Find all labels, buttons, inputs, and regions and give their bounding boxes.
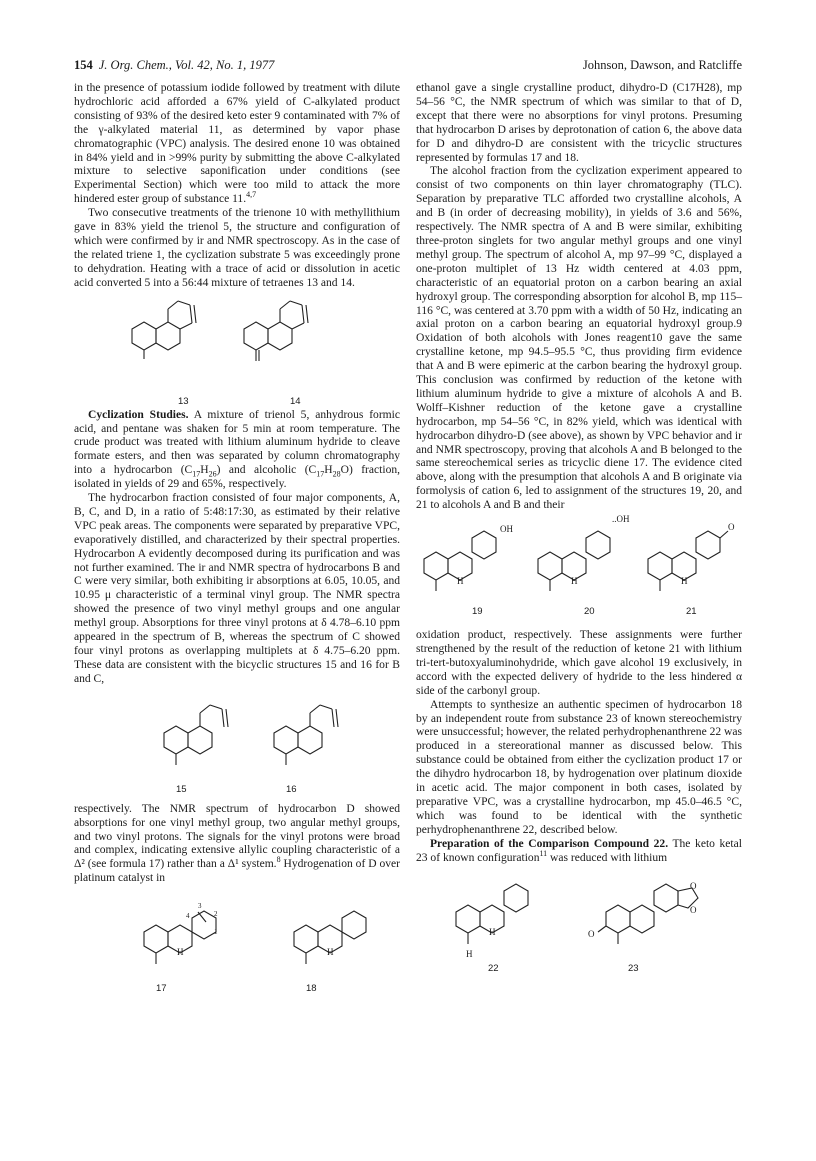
locant-label: 3 (198, 902, 202, 911)
structure-label: 21 (686, 606, 697, 618)
left-column (74, 82, 400, 998)
structure-label: 23 (628, 962, 639, 974)
hydroxyl-label: ..OH (612, 514, 630, 525)
structure-atom-label: H (327, 947, 334, 958)
carbonyl-label: O (728, 522, 735, 533)
locant-label: 1 (214, 928, 218, 937)
structure-label: 15 (176, 783, 187, 795)
paragraph: Preparation of the Comparison Compound 22. The keto ketal 23 of known configuration$^{11}$ was reduced with lithium (416, 837, 742, 864)
structure-label: 19 (472, 606, 483, 618)
journal-citation: J. Org. Chem., Vol. 42, No. 1, 1977 (98, 58, 275, 72)
structure-atom-label: H (177, 947, 184, 958)
structure-drawing (74, 687, 400, 799)
locant-label: 4 (186, 912, 190, 921)
figure-structures-19-20-21 (416, 513, 742, 621)
hydroxyl-label: OH (500, 524, 513, 535)
structure-label: 14 (290, 395, 301, 407)
ketal-oxygen-label: O (690, 880, 697, 891)
spacer (416, 621, 742, 629)
structure-atom-label: H (571, 576, 578, 587)
paragraph: Attempts to synthesize an authentic specimen of hydrocarbon 18 by an independent route from substance 23 of known stereochemistry were unsuccessful; however, the related perhydrophenanthrene 22 was produced in a stereorational manner as discussed below. This substance could be obtained from either the cyclization product 17 or the dihydro hydrocarbon 18, by hydrogenation over platinum dioxide in acetic acid. The major component in both cases, isolated by preparative VPC, was a crystalline hydrocarbon, mp 45.0–46.5 °C, which was found to be identical with the synthetic perhydrophenanthrene 22, described below. (416, 698, 742, 836)
structure-label: 17 (156, 983, 167, 995)
structure-atom-label: H (681, 576, 688, 587)
figure-caption-space (74, 373, 400, 409)
locant-label: 2 (214, 910, 218, 919)
right-column (416, 82, 742, 978)
structure-atom-label: H (489, 926, 496, 937)
structure-label: 13 (178, 395, 189, 407)
structure-label: 22 (488, 962, 499, 974)
paragraph: Two consecutive treatments of the trienone 10 with methyllithium gave in 83% yield the trienol 5, the structure and configuration of which were confirmed by ir and NMR spectroscopy. As in the case of the related triene 1, the cyclization substrate 5 was exceedingly prone to dehydration. Heating with a trace of acid or dissolution in acetic acid converted 5 into a 56:44 mixture of tetraenes 13 and 14. (74, 207, 400, 289)
paragraph: oxidation product, respectively. These assignments were further strengthened by the result of the reduction of ketone 21 with lithium tri-tert-butoxyaluminohydride, which gave alcohol 19 exclusively, in accord with the expected delivery of hydride to the less hindered α side of the carbonyl group. (416, 629, 742, 697)
running-header (74, 58, 742, 78)
figure-structures-22-23 (416, 866, 742, 978)
paragraph: ethanol gave a single crystalline product, dihydro-D (C17H28), mp 54–56 °C, the NMR spectrum of which was similar to that of D, except that there were no absorptions for vinyl protons. Presuming that hydrocarbon D arises by deprotonation of cation 6, the above data for D and dihydro-D are consistent with the tricyclic structures represented by formulas 17 and 18. (416, 82, 742, 164)
structure-label: 18 (306, 983, 317, 995)
structure-atom-label: H (457, 576, 464, 587)
header-authors: Johnson, Dawson, and Ratcliffe (582, 58, 742, 72)
page-number: 154 (74, 58, 93, 72)
header-left (74, 58, 274, 73)
paragraph: respectively. The NMR spectrum of hydrocarbon D showed absorptions for one vinyl methyl group, two angular methyl groups, and two vinyl protons. The signals for the vinyl protons were broad and complex, indicating extensive allylic coupling characteristic of a Δ² (see formula 17) rather than a Δ¹ system.$^8$ Hydrogenation of D over platinum catalyst in (74, 802, 400, 885)
paragraph: The alcohol fraction from the cyclization experiment appeared to consist of two components on thin layer chromatography (TLC). Separation by preparative TLC afforded two crystalline alcohols, A and B (in order of decreasing mobility), in yields of 3.6 and 56%, respectively. The NMR spectra of A and B were similar, exhibiting three-proton singlets for two angular methyl groups and one vinyl methyl group. The spectrum of alcohol A, mp 97–99 °C, displayed a one-proton multiplet of 13 Hz width centered at 4.03 ppm, characteristic of an equatorial proton on a carbon bearing an axial hydroxyl group. The corresponding absorption for alcohol B, mp 115–116 °C, was centered at 3.70 ppm with a width of 50 Hz, indicating an axial proton on a carbon bearing an equatorial hydroxyl group.9 Oxidation of both alcohols with Jones reagent10 gave the same crystalline ketone, mp 94.5–95.5 °C, thus providing firm evidence that A and B were epimeric at the carbon bearing the hydroxyl group. This conclusion was confirmed by reduction of the ketone with lithium aluminum hydride to give a mixture of alcohols A and B. Wolff–Kishner reduction of the ketone gave a crystalline hydrocarbon, mp 54–56 °C, in 82% yield, which was identical with hydrocarbon dihydro-D (see above), as shown by VPC behavior and ir and NMR spectroscopy, proving that alcohols A and B belonged to the same stereochemical series as tricyclic diene 17. The evidence cited above, along with the presumption that alcohols A and B originate via formolysis of cation 6, led to assignment of the structures 19, 20, and 21 to alcohols A and B and their (416, 165, 742, 512)
structure-drawing (74, 886, 400, 998)
carbonyl-label: O (588, 928, 595, 939)
structure-label: 16 (286, 783, 297, 795)
structure-atom-label: H (466, 948, 473, 959)
structure-drawing (74, 291, 400, 373)
paragraph: The hydrocarbon fraction consisted of four major components, A, B, C, and D, in a ratio of 5:48:17:30, as estimated by their relative VPC peak areas. The components were separated by preparative VPC, evaporatively distilled, and characterized by their spectral properties. Hydrocarbon A evidently decomposed during its purification and was not further examined. The ir and NMR spectra of hydrocarbons B and C were very similar, both exhibiting ir absorptions at 6.05, 10.05, and 10.95 μ characteristic of a terminal vinyl group. The NMR spectra showed the presence of two vinyl methyl groups and one angular methyl group. Absorptions for three vinyl protons at δ 4.78–6.10 ppm appeared in the spectrum of B, whereas the spectrum of C showed four vinyl protons as overlapping multiplets at δ 4.75–6.20 ppm. These data are consistent with the bicyclic structures 15 and 16 for B and C, (74, 492, 400, 685)
figure-structures-17-18 (74, 886, 400, 998)
paragraph: in the presence of potassium iodide followed by treatment with dilute hydrochloric acid afforded a 67% yield of C-alkylated product consisting of 93% of the desired keto ester 9 contaminated with 7% of the γ-alkylated material 11, as determined by vapor phase chromatographic (VPC) analysis. The desired enone 10 was obtained in 84% yield and in >99% purity by submitting the above C-alkylated mixture to selective saponification under conditions (see Experimental Section) which were too mild to attack the more hindered ester group of substance 11.$^{4,7}$ (74, 82, 400, 206)
figure-structures-15-16 (74, 687, 400, 799)
ketal-oxygen-label: O (690, 904, 697, 915)
paragraph: Cyclization Studies. A mixture of trienol 5, anhydrous formic acid, and pentane was shaken for 5 min at room temperature. The crude product was treated with lithium aluminum hydride to cleave formate esters, and then was separated by column chromatography into a hydrocarbon $(C_{17}H_{26})$ and alcoholic $(C_{17}H_{28}O)$ fraction, isolated in yields of 29 and 65%, respectively. (74, 408, 401, 491)
structure-label: 20 (584, 606, 595, 618)
figure-structures-13-14 (74, 291, 400, 407)
